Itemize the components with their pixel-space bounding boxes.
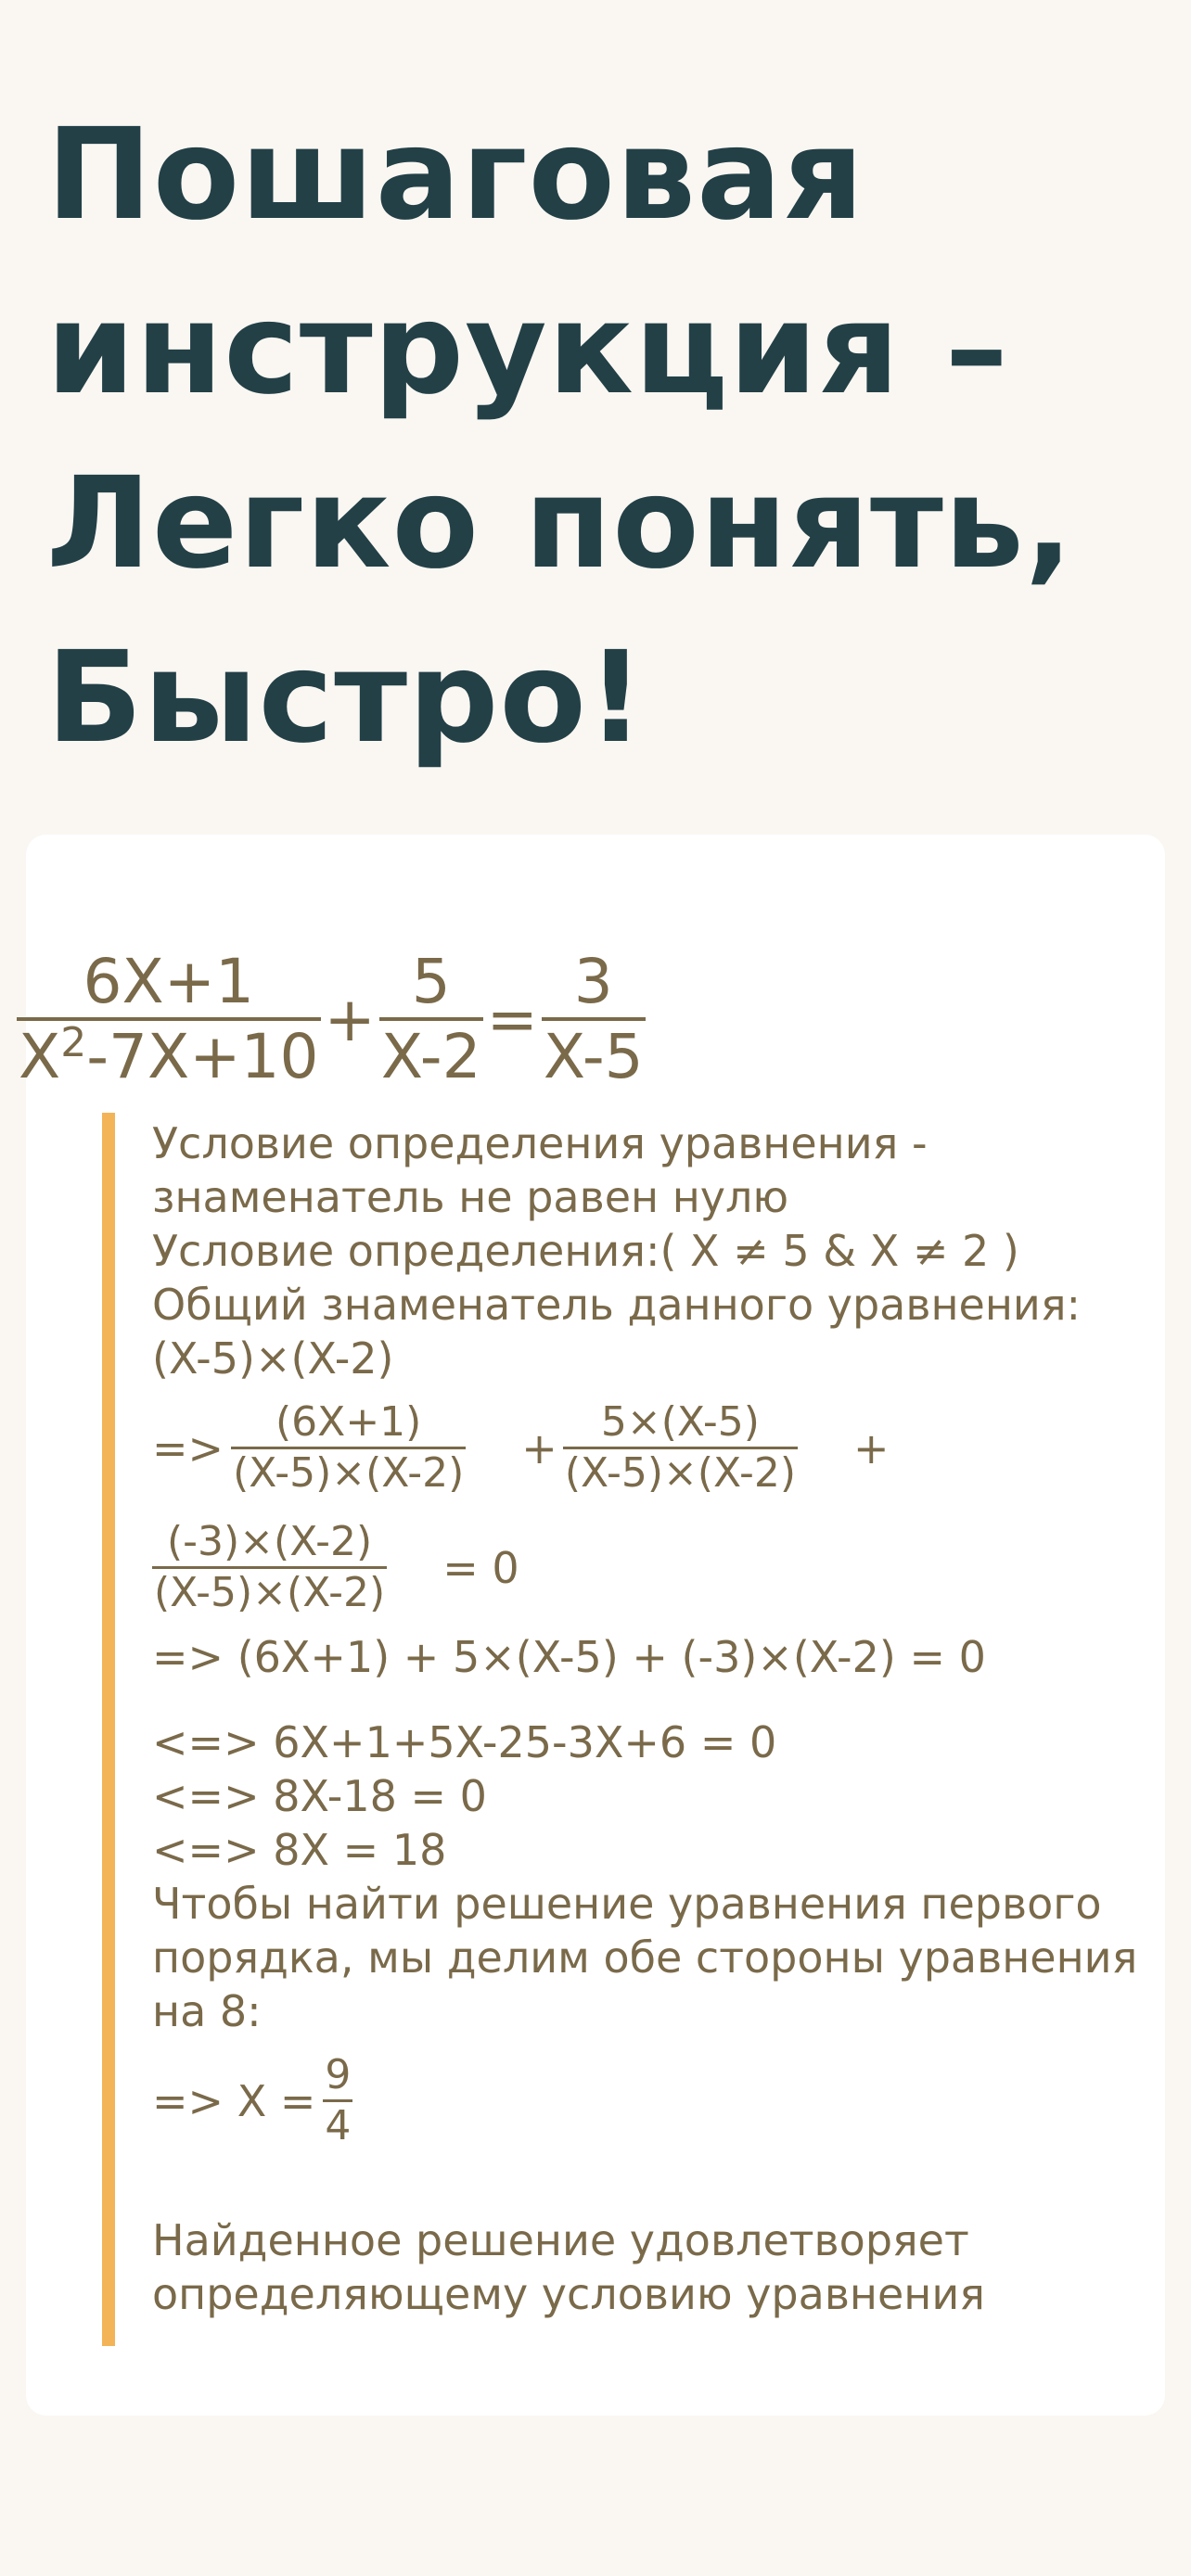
step-text: порядка, мы делим обе стороны уравнения — [152, 1932, 1138, 1983]
fraction-numerator: 5 — [411, 946, 451, 1017]
arrow: => — [152, 1422, 224, 1473]
exponent: 2 — [60, 1019, 87, 1066]
fraction-numerator: 3 — [573, 946, 613, 1017]
step-text: Найденное решение удовлетворяет — [152, 2215, 969, 2265]
step-text: <=> 8X-18 = 0 — [152, 1771, 487, 1821]
plus-sign: + — [324, 983, 376, 1055]
fraction-denominator: X-5 — [543, 1021, 644, 1092]
fraction-numerator: (-3)×(X-2) — [166, 1518, 373, 1565]
fraction-denominator: (X-5)×(X-2) — [233, 1449, 465, 1497]
fraction-2 — [379, 946, 483, 1092]
step-text: <=> 8X = 18 — [152, 1825, 447, 1875]
fraction-denominator — [17, 1021, 321, 1092]
step-solution — [152, 2051, 1191, 2150]
spacer — [152, 1684, 1191, 1715]
plus-sign: + — [521, 1422, 557, 1473]
plus-sign: + — [853, 1422, 890, 1473]
main-equation — [17, 946, 646, 1092]
fraction-b — [563, 1398, 798, 1498]
solution-steps — [102, 1113, 1191, 2346]
fraction-x — [323, 2051, 352, 2150]
title-line: Пошаговая — [46, 102, 865, 249]
equals-sign: = — [486, 983, 538, 1055]
fraction-denominator: (X-5)×(X-2) — [564, 1449, 797, 1497]
fraction-numerator: 9 — [325, 2051, 352, 2098]
step-text: знаменатель не равен нулю — [152, 1172, 789, 1222]
step-text: Общий знаменатель данного уравнения: — [152, 1280, 1081, 1330]
page-title — [46, 88, 1159, 785]
step-text: (X-5)×(X-2) — [152, 1333, 394, 1384]
fraction-numerator: 5×(X-5) — [600, 1398, 760, 1446]
fraction-denominator: (X-5)×(X-2) — [154, 1569, 386, 1616]
fraction-1 — [17, 946, 321, 1092]
denominator-part: -7X+10 — [86, 1021, 319, 1092]
step-text: Условие определения:( X ≠ 5 & X ≠ 2 ) — [152, 1226, 1019, 1276]
equals-zero: = 0 — [442, 1542, 519, 1593]
fraction-numerator: 6X+1 — [83, 946, 255, 1017]
fraction-3 — [542, 946, 646, 1092]
spacer — [152, 2150, 1191, 2213]
title-line: Легко понять, — [46, 451, 1074, 597]
step-text: Условие определения уравнения - — [152, 1118, 928, 1168]
fraction-numerator: (6X+1) — [275, 1398, 422, 1446]
step-text: => (6X+1) + 5×(X-5) + (-3)×(X-2) = 0 — [152, 1632, 986, 1682]
fraction-denominator: 4 — [325, 2102, 352, 2149]
fraction-a — [231, 1398, 466, 1498]
denominator-part: X — [19, 1021, 61, 1092]
title-line: Быстро! — [46, 625, 646, 772]
title-line: инструкция – — [46, 276, 1009, 423]
step-text: на 8: — [152, 1986, 262, 2036]
fraction-denominator: X-2 — [380, 1021, 481, 1092]
step-text: Чтобы найти решение уравнения первого — [152, 1879, 1102, 1929]
step-text: определяющему условию уравнения — [152, 2269, 985, 2319]
step-fractions — [152, 1398, 1191, 1498]
fraction-c — [152, 1518, 387, 1617]
solution-label: => X = — [152, 2075, 316, 2126]
step-fractions — [152, 1518, 1191, 1617]
step-text: <=> 6X+1+5X-25-3X+6 = 0 — [152, 1717, 777, 1767]
